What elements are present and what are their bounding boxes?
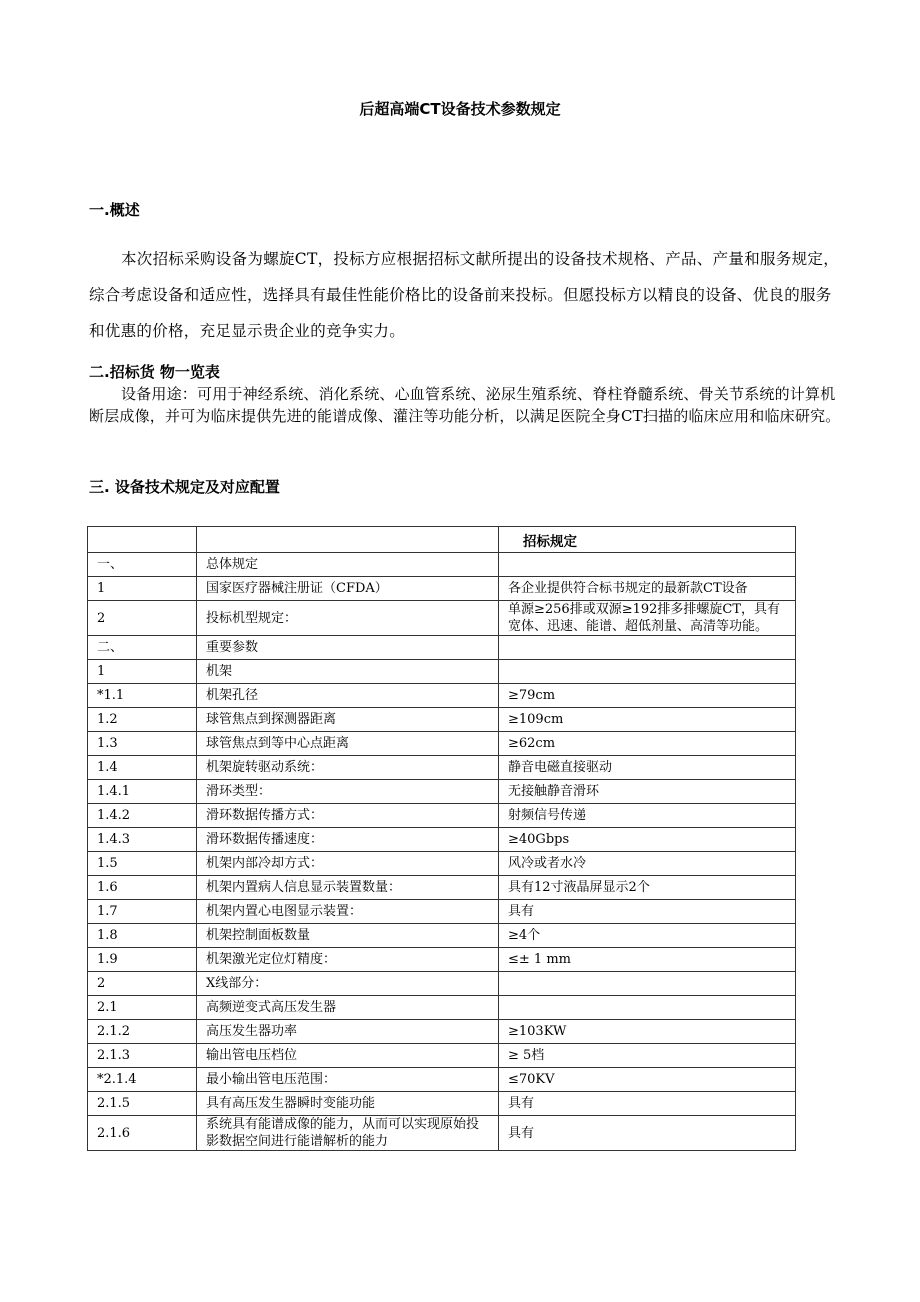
item-number-cell: 1.2 xyxy=(88,708,197,732)
item-number-cell: 1.5 xyxy=(88,852,197,876)
item-number-cell: 2.1.6 xyxy=(88,1116,197,1151)
table-row xyxy=(88,732,796,756)
item-number-cell: 一、 xyxy=(88,553,197,577)
item-name-cell: 重要参数 xyxy=(197,636,499,660)
goods-paragraph: 设备用途：可用于神经系统、消化系统、心血管系统、泌尿生殖系统、脊柱脊髓系统、骨关节系统的计算机断层成像，并可为临床提供先进的能谱成像、灌注等功能分析，以满足医院全身CT扫描的临床应用和临床研究。 xyxy=(89,385,841,425)
table-row xyxy=(88,852,796,876)
item-number-cell: 1 xyxy=(88,660,197,684)
spec-table xyxy=(87,526,796,1151)
table-row xyxy=(88,577,796,601)
requirement-cell: 具有 xyxy=(499,1116,796,1151)
item-name-cell: 机架内部冷却方式： xyxy=(197,852,499,876)
requirement-cell: ≤70KV xyxy=(499,1068,796,1092)
section-heading-tech-spec: 三. 设备技术规定及对应配置 xyxy=(89,478,280,496)
requirement-cell: ≥ 5档 xyxy=(499,1044,796,1068)
item-number-cell: *1.1 xyxy=(88,684,197,708)
item-number-cell: 1.4.3 xyxy=(88,828,197,852)
item-name-cell: X线部分： xyxy=(197,972,499,996)
item-number-cell: 1.9 xyxy=(88,948,197,972)
table-row xyxy=(88,924,796,948)
requirement-cell: 各企业提供符合标书规定的最新款CT设备 xyxy=(499,577,796,601)
requirement-cell: ≥62cm xyxy=(499,732,796,756)
item-name-cell: 滑环类型： xyxy=(197,780,499,804)
table-row xyxy=(88,1068,796,1092)
table-row xyxy=(88,1092,796,1116)
requirement-cell xyxy=(499,636,796,660)
table-row xyxy=(88,996,796,1020)
requirement-cell xyxy=(499,996,796,1020)
item-name-cell: 输出管电压档位 xyxy=(197,1044,499,1068)
section-heading-goods-list: 二.招标货 物一览表 xyxy=(89,363,220,381)
item-number-cell: 1.4 xyxy=(88,756,197,780)
item-number-cell: 1.3 xyxy=(88,732,197,756)
requirement-cell: ≥103KW xyxy=(499,1020,796,1044)
requirement-cell: ≥109cm xyxy=(499,708,796,732)
item-number-cell: 1.8 xyxy=(88,924,197,948)
item-number-cell: 2.1 xyxy=(88,996,197,1020)
item-name-cell: 滑环数据传播方式： xyxy=(197,804,499,828)
table-row xyxy=(88,636,796,660)
table-row xyxy=(88,828,796,852)
document-title: 后超高端CT设备技术参数规定 xyxy=(359,100,561,118)
requirement-cell: 单源≥256排或双源≥192排多排螺旋CT，具有宽体、迅速、能谱、超低剂量、高清等功能。 xyxy=(499,601,796,636)
item-number-cell: 1.7 xyxy=(88,900,197,924)
requirement-cell: 风冷或者水冷 xyxy=(499,852,796,876)
table-row xyxy=(88,756,796,780)
requirement-cell: ≤± 1 mm xyxy=(499,948,796,972)
item-name-cell: 国家医疗器械注册证（CFDA） xyxy=(197,577,499,601)
requirement-cell: 静音电磁直接驱动 xyxy=(499,756,796,780)
requirement-cell: ≥40Gbps xyxy=(499,828,796,852)
item-number-cell: 1.4.2 xyxy=(88,804,197,828)
header-cell-requirement: 招标规定 xyxy=(499,527,796,553)
requirement-cell xyxy=(499,553,796,577)
table-row xyxy=(88,601,796,636)
requirement-cell: ≥4个 xyxy=(499,924,796,948)
table-row xyxy=(88,1116,796,1151)
item-number-cell: 2.1.2 xyxy=(88,1020,197,1044)
item-number-cell: 1 xyxy=(88,577,197,601)
item-number-cell: 2 xyxy=(88,601,197,636)
table-row xyxy=(88,948,796,972)
item-name-cell: 机架 xyxy=(197,660,499,684)
requirement-cell xyxy=(499,972,796,996)
item-name-cell: 机架激光定位灯精度： xyxy=(197,948,499,972)
table-row xyxy=(88,684,796,708)
item-name-cell: 系统具有能谱成像的能力，从而可以实现原始投影数据空间进行能谱解析的能力 xyxy=(197,1116,499,1151)
table-row xyxy=(88,660,796,684)
table-row xyxy=(88,900,796,924)
table-row xyxy=(88,972,796,996)
item-number-cell: 2.1.3 xyxy=(88,1044,197,1068)
item-name-cell: 机架内置病人信息显示装置数量： xyxy=(197,876,499,900)
item-name-cell: 机架孔径 xyxy=(197,684,499,708)
item-name-cell: 高频逆变式高压发生器 xyxy=(197,996,499,1020)
item-number-cell: 1.4.1 xyxy=(88,780,197,804)
header-cell xyxy=(88,527,197,553)
requirement-cell: 射频信号传递 xyxy=(499,804,796,828)
table-row xyxy=(88,876,796,900)
requirement-cell: 无接触静音滑环 xyxy=(499,780,796,804)
table-header-row xyxy=(88,527,796,553)
item-name-cell: 滑环数据传播速度： xyxy=(197,828,499,852)
table-row xyxy=(88,780,796,804)
table-row xyxy=(88,804,796,828)
section-heading-overview: 一.概述 xyxy=(89,201,140,219)
requirement-cell: 具有12寸液晶屏显示2个 xyxy=(499,876,796,900)
item-number-cell: 1.6 xyxy=(88,876,197,900)
requirement-cell: 具有 xyxy=(499,900,796,924)
item-number-cell: 2 xyxy=(88,972,197,996)
item-name-cell: 具有高压发生器瞬时变能功能 xyxy=(197,1092,499,1116)
item-name-cell: 机架内置心电图显示装置： xyxy=(197,900,499,924)
header-cell xyxy=(197,527,499,553)
table-row xyxy=(88,1020,796,1044)
requirement-cell: 具有 xyxy=(499,1092,796,1116)
item-name-cell: 球管焦点到探测器距离 xyxy=(197,708,499,732)
item-name-cell: 高压发生器功率 xyxy=(197,1020,499,1044)
requirement-cell xyxy=(499,660,796,684)
table-row xyxy=(88,553,796,577)
item-name-cell: 总体规定 xyxy=(197,553,499,577)
item-name-cell: 最小输出管电压范围： xyxy=(197,1068,499,1092)
item-name-cell: 投标机型规定： xyxy=(197,601,499,636)
overview-paragraph: 本次招标采购设备为螺旋CT，投标方应根据招标文献所提出的设备技术规格、产品、产量和服务规定，综合考虑设备和适应性，选择具有最佳性能价格比的设备前来投标。但愿投标方以精良的设备、优良的服务和优惠的价格，充足显示贵企业的竞争实力。 xyxy=(89,250,840,340)
table-row xyxy=(88,1044,796,1068)
item-number-cell: 2.1.5 xyxy=(88,1092,197,1116)
item-name-cell: 球管焦点到等中心点距离 xyxy=(197,732,499,756)
item-number-cell: 二、 xyxy=(88,636,197,660)
item-number-cell: *2.1.4 xyxy=(88,1068,197,1092)
item-name-cell: 机架控制面板数量 xyxy=(197,924,499,948)
item-name-cell: 机架旋转驱动系统： xyxy=(197,756,499,780)
requirement-cell: ≥79cm xyxy=(499,684,796,708)
table-row xyxy=(88,708,796,732)
